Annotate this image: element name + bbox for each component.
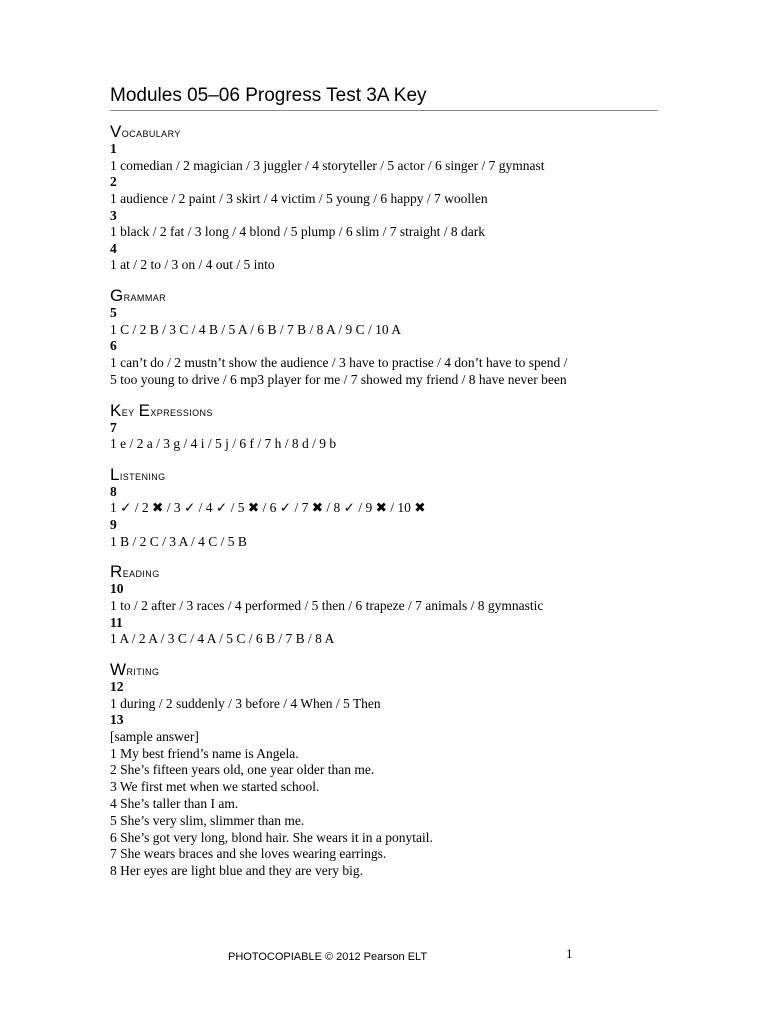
question-number: 2 [110,174,117,190]
section-heading-vocabulary [110,123,658,141]
question-number: 1 [110,141,117,156]
heading-initial: R [110,562,123,582]
answer-line: 1 A / 2 A / 3 C / 4 A / 5 C / 6 B / 7 B / 8 A [110,631,335,647]
heading-rest: riting [126,663,160,679]
page-title: Modules 05–06 Progress Test 3A Key [110,84,658,111]
question-number: 4 [110,240,117,256]
heading-initial: V [110,122,122,141]
answer-line: 5 She’s very slim, slimmer than me. [110,812,305,828]
heading-rest: ey [121,403,139,419]
answer-line: 6 She’s got very long, blond hair. She wears it in a ponytail. [110,829,433,845]
section-writing [110,661,658,880]
answer-line: 2 She’s fifteen years old, one year older than me. [110,762,375,778]
question-number: 11 [110,614,123,630]
page-number: 1 [566,946,573,961]
section-listening [110,466,658,551]
answer-line: 4 She’s taller than I am. [110,796,239,812]
answer-line: 1 C / 2 B / 3 C / 4 B / 5 A / 6 B / 7 B / 8 A / 9 C / 10 A [110,321,402,337]
question-number: 13 [110,712,124,728]
answer-line: 5 too young to drive / 6 mp3 player for me / 7 showed my friend / 8 have never been [110,371,567,387]
heading-initial: L [110,464,120,484]
section-reading [110,563,658,648]
answer-line: 1 ✓ / 2 ✖ / 3 ✓ / 4 ✓ / 5 ✖ / 6 ✓ / 7 ✖ / 8 ✓ / 9 ✖ / 10 ✖ [110,500,426,516]
question-number: 7 [110,419,117,435]
answer-line: 8 Her eyes are light blue and they are very big. [110,863,364,879]
answer-key-page [110,84,658,893]
answer-line: 1 can’t do / 2 mustn’t show the audience / 3 have to practise / 4 don’t have to spend / [110,354,568,370]
section-key-expressions [110,402,658,453]
question-number: 12 [110,679,124,695]
answer-line: 1 at / 2 to / 3 on / 4 out / 5 into [110,257,275,273]
answer-line: 1 during / 2 suddenly / 3 before / 4 When / 5 Then [110,695,381,711]
answer-line: 1 B / 2 C / 3 A / 4 C / 5 B [110,533,247,549]
section-heading-grammar [110,287,658,305]
heading-initial: W [110,660,127,680]
answer-line: [sample answer] [110,728,199,744]
question-number: 10 [110,581,124,597]
answer-line: 1 black / 2 fat / 3 long / 4 blond / 5 plump / 6 slim / 7 straight / 8 dark [110,224,485,240]
footer-copyright: PHOTOCOPIABLE © 2012 Pearson ELT [228,951,428,963]
heading-rest: istening [119,467,166,483]
answer-line: 1 My best friend’s name is Angela. [110,745,299,761]
section-heading-writing [110,661,658,679]
answer-line: 1 e / 2 a / 3 g / 4 i / 5 j / 6 f / 7 h / 8 d / 9 b [110,436,337,452]
question-number: 5 [110,305,117,321]
heading-initial: K [110,400,122,420]
section-heading-listening [110,466,658,484]
answer-line: 1 to / 2 after / 3 races / 4 performed / 5 then / 6 trapeze / 7 animals / 8 gymnastic [110,597,544,613]
answer-line: 1 comedian / 2 magician / 3 juggler / 4 storyteller / 5 actor / 6 singer / 7 gymnast [110,157,545,173]
section-heading-reading [110,563,658,581]
answer-line: 3 We first met when we started school. [110,779,320,795]
question-number: 8 [110,483,117,499]
heading-initial: G [110,286,124,306]
answer-line: 1 audience / 2 paint / 3 skirt / 4 victim / 5 young / 6 happy / 7 woollen [110,190,488,206]
question-number: 3 [110,207,117,223]
section-heading-key-expressions [110,402,658,420]
section-vocabulary [110,123,658,274]
question-number: 9 [110,517,117,533]
heading-rest: ocabulary [121,125,181,140]
heading-rest-2: xpressions [150,403,213,419]
section-grammar [110,287,658,388]
question-number: 6 [110,338,117,354]
heading-rest: rammar [123,289,167,305]
answer-line: 7 She wears braces and she loves wearing earrings. [110,846,387,862]
heading-rest: eading [122,565,160,581]
heading-initial-2: E [138,400,151,420]
